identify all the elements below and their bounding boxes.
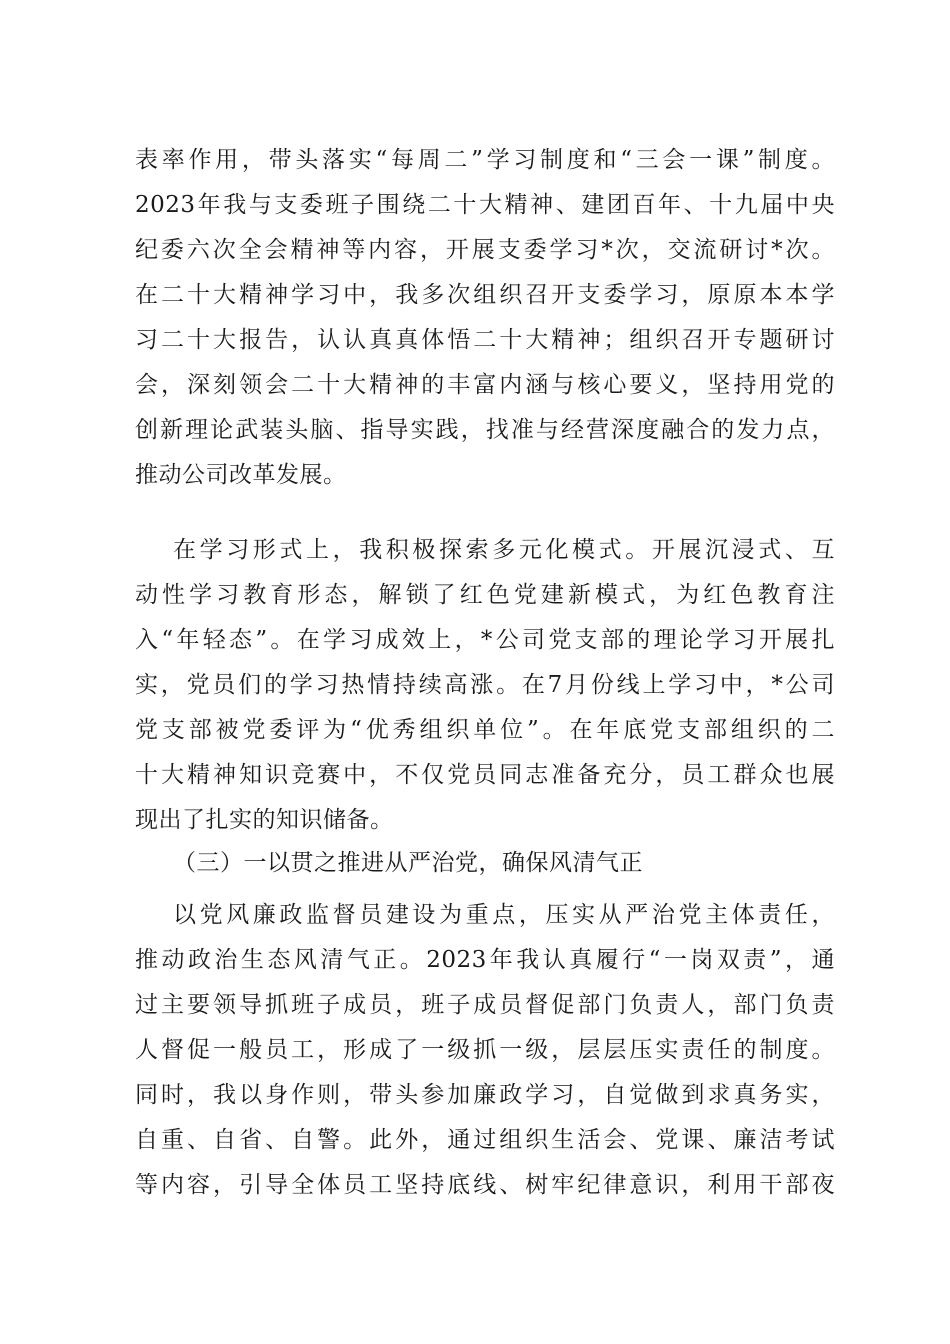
paragraph-line: 人督促一般员工，形成了一级抓一级，层层压实责任的制度。 bbox=[135, 1037, 835, 1063]
paragraph-line: 会，深刻领会二十大精神的丰富内涵与核心要义，坚持用党的 bbox=[135, 372, 835, 398]
paragraph-line: 党支部被党委评为“优秀组织单位”。在年底党支部组织的二 bbox=[135, 717, 835, 743]
paragraph-line: 纪委六次全会精神等内容，开展支委学习*次，交流研讨*次。 bbox=[135, 237, 835, 263]
paragraph-line: 动性学习教育形态，解锁了红色党建新模式，为红色教育注 bbox=[135, 582, 835, 608]
section-heading: （三）一以贯之推进从严治党，确保风清气正 bbox=[173, 850, 643, 876]
paragraph-line: 实，党员们的学习热情持续高涨。在7月份线上学习中，*公司 bbox=[135, 672, 835, 698]
paragraph-line: 习二十大报告，认认真真体悟二十大精神；组织召开专题研讨 bbox=[135, 327, 835, 353]
paragraph-line: 在二十大精神学习中，我多次组织召开支委学习，原原本本学 bbox=[135, 282, 835, 308]
paragraph-line: 2023年我与支委班子围绕二十大精神、建团百年、十九届中央 bbox=[135, 192, 835, 218]
paragraph-line: 表率作用，带头落实“每周二”学习制度和“三会一课”制度。 bbox=[135, 147, 835, 173]
paragraph-line: 以党风廉政监督员建设为重点，压实从严治党主体责任， bbox=[173, 902, 835, 928]
paragraph-line: 在学习形式上，我积极探索多元化模式。开展沉浸式、互 bbox=[173, 537, 835, 563]
paragraph-line: 入“年轻态”。在学习成效上，*公司党支部的理论学习开展扎 bbox=[135, 627, 835, 653]
paragraph-line: 推动公司改革发展。 bbox=[135, 462, 347, 488]
paragraph-line: 过主要领导抓班子成员，班子成员督促部门负责人，部门负责 bbox=[135, 992, 835, 1018]
paragraph-line: 自重、自省、自警。此外，通过组织生活会、党课、廉洁考试 bbox=[135, 1127, 835, 1153]
paragraph-line: 现出了扎实的知识储备。 bbox=[135, 807, 394, 833]
paragraph-line: 十大精神知识竞赛中，不仅党员同志准备充分，员工群众也展 bbox=[135, 762, 835, 788]
paragraph-line: 创新理论武装头脑、指导实践，找准与经营深度融合的发力点， bbox=[135, 417, 835, 443]
paragraph-line: 推动政治生态风清气正。2023年我认真履行“一岗双责”，通 bbox=[135, 947, 835, 973]
paragraph-line: 同时，我以身作则，带头参加廉政学习，自觉做到求真务实， bbox=[135, 1082, 835, 1108]
paragraph-line: 等内容，引导全体员工坚持底线、树牢纪律意识，利用干部夜 bbox=[135, 1172, 835, 1198]
